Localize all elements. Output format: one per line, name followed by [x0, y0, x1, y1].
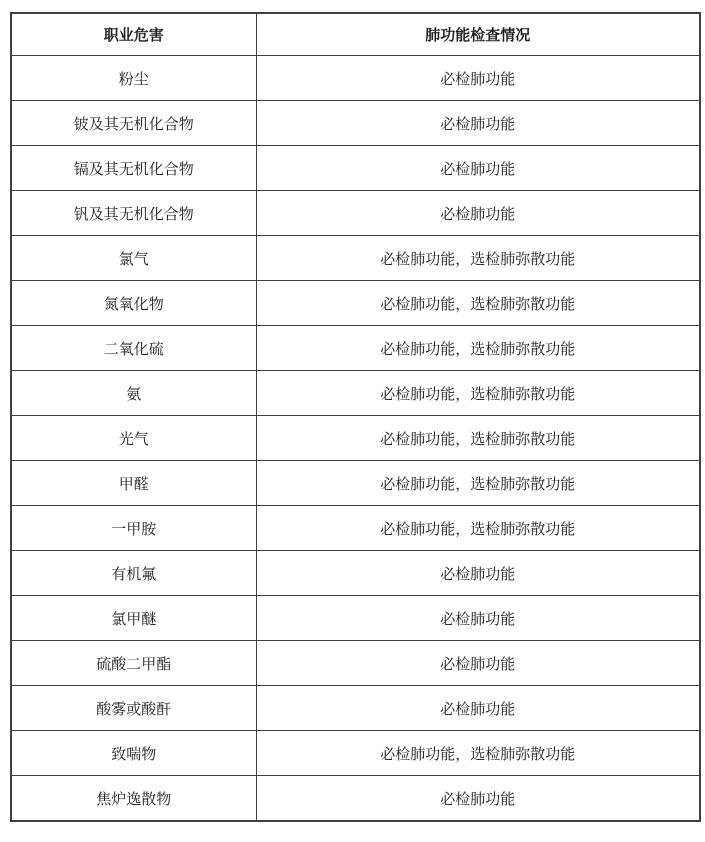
exam-cell: 必检肺功能，选检肺弥散功能: [256, 236, 700, 281]
hazard-cell: 氮氧化物: [11, 281, 256, 326]
table-row: [11, 596, 700, 641]
hazard-cell: 酸雾或酸酐: [11, 686, 256, 731]
table-row: [11, 191, 700, 236]
hazard-cell: 镉及其无机化合物: [11, 146, 256, 191]
table-row: [11, 371, 700, 416]
table-row: [11, 146, 700, 191]
table-row: [11, 461, 700, 506]
exam-cell: 必检肺功能，选检肺弥散功能: [256, 461, 700, 506]
table-row: [11, 56, 700, 101]
table-row: [11, 101, 700, 146]
exam-cell: 必检肺功能: [256, 641, 700, 686]
hazard-cell: 一甲胺: [11, 506, 256, 551]
table-row: [11, 506, 700, 551]
table-row: [11, 236, 700, 281]
hazard-cell: 有机氟: [11, 551, 256, 596]
table-body: [11, 56, 700, 822]
exam-cell: 必检肺功能: [256, 776, 700, 822]
exam-cell: 必检肺功能，选检肺弥散功能: [256, 326, 700, 371]
table-row: [11, 281, 700, 326]
exam-cell: 必检肺功能: [256, 56, 700, 101]
table-row: [11, 416, 700, 461]
header-cell-hazard: 职业危害: [11, 13, 256, 56]
hazard-cell: 铍及其无机化合物: [11, 101, 256, 146]
exam-cell: 必检肺功能: [256, 101, 700, 146]
hazard-cell: 焦炉逸散物: [11, 776, 256, 822]
hazard-cell: 致喘物: [11, 731, 256, 776]
exam-cell: 必检肺功能，选检肺弥散功能: [256, 731, 700, 776]
exam-cell: 必检肺功能: [256, 596, 700, 641]
table-row: [11, 776, 700, 822]
table-row: [11, 551, 700, 596]
exam-cell: 必检肺功能: [256, 146, 700, 191]
table-row: [11, 326, 700, 371]
hazard-cell: 氯甲醚: [11, 596, 256, 641]
hazard-cell: 氯气: [11, 236, 256, 281]
exam-cell: 必检肺功能，选检肺弥散功能: [256, 281, 700, 326]
table-row: [11, 731, 700, 776]
exam-cell: 必检肺功能: [256, 191, 700, 236]
header-cell-exam: 肺功能检查情况: [256, 13, 700, 56]
table-row: [11, 641, 700, 686]
table-header-row: [11, 13, 700, 56]
hazard-cell: 二氧化硫: [11, 326, 256, 371]
exam-cell: 必检肺功能: [256, 686, 700, 731]
hazard-cell: 粉尘: [11, 56, 256, 101]
hazard-cell: 硫酸二甲酯: [11, 641, 256, 686]
hazard-cell: 氨: [11, 371, 256, 416]
hazard-exam-table: [10, 12, 701, 822]
exam-cell: 必检肺功能，选检肺弥散功能: [256, 416, 700, 461]
table-row: [11, 686, 700, 731]
exam-cell: 必检肺功能，选检肺弥散功能: [256, 506, 700, 551]
hazard-cell: 钒及其无机化合物: [11, 191, 256, 236]
hazard-cell: 光气: [11, 416, 256, 461]
exam-cell: 必检肺功能，选检肺弥散功能: [256, 371, 700, 416]
hazard-cell: 甲醛: [11, 461, 256, 506]
exam-cell: 必检肺功能: [256, 551, 700, 596]
